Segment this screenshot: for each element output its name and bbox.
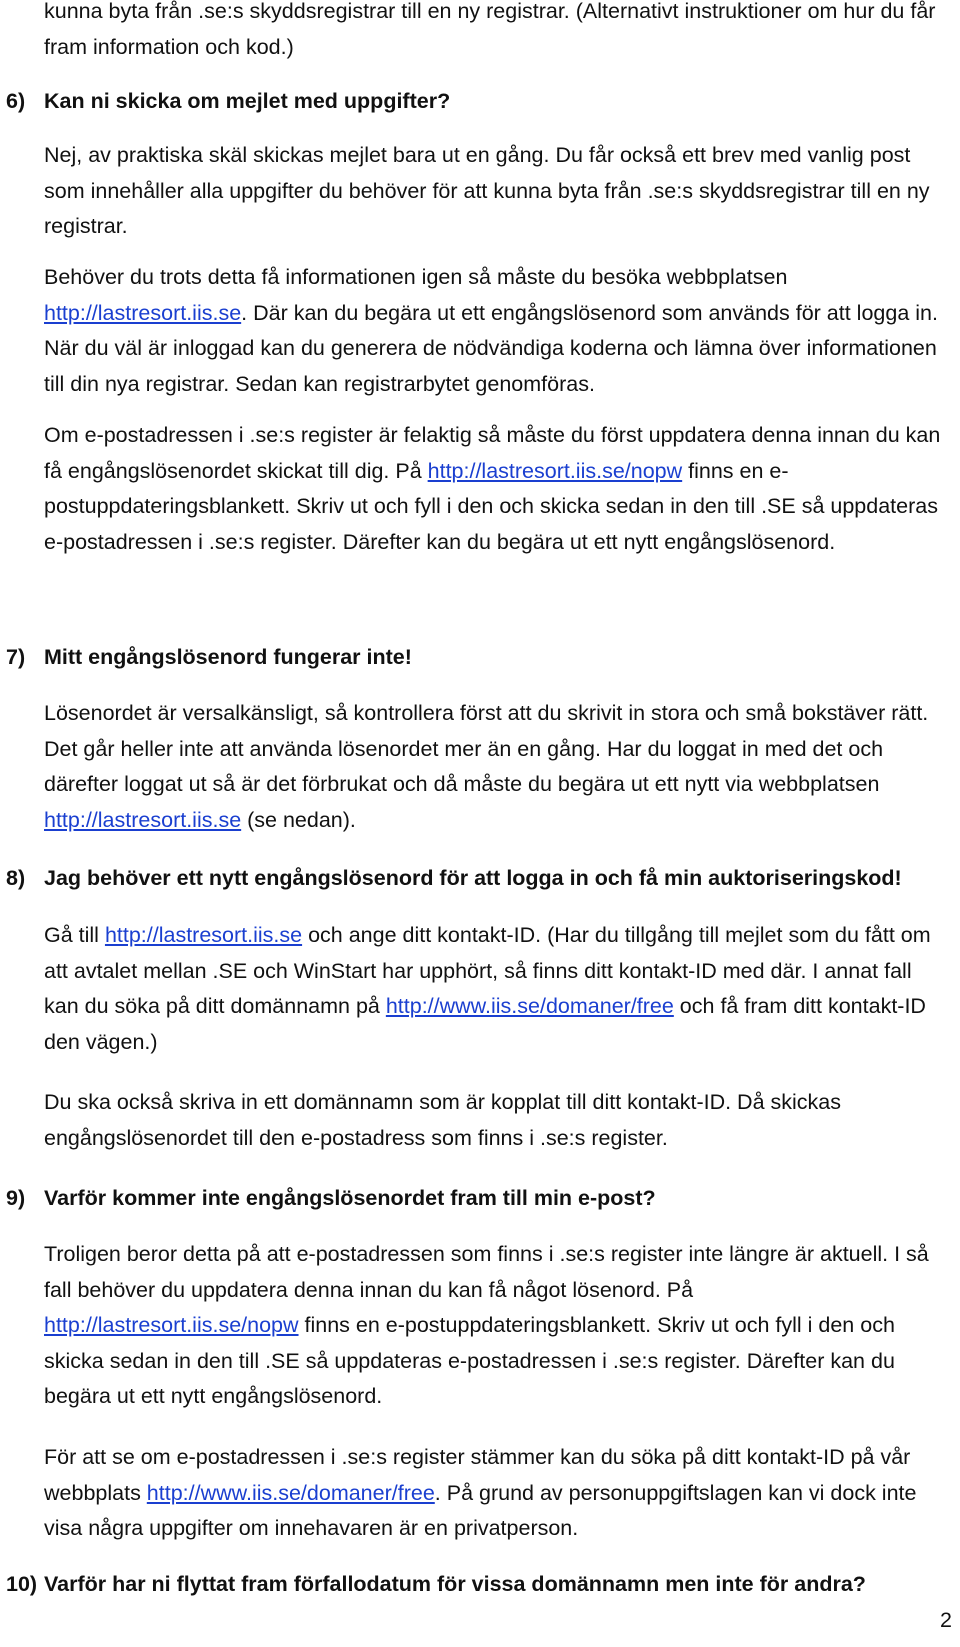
paragraph-text: finns en e-postuppdateringsblankett. Skriv ut och fyll i den och skicka sedan in den till .SE så uppdateras e-postadressen i .se:s register. Därefter kan du begära ut ett nytt engångslösenord. <box>44 458 938 554</box>
paragraph-text: och få fram ditt kontakt-ID den vägen.) <box>44 994 926 1054</box>
question-number: 8) <box>6 866 26 890</box>
question-text: Varför kommer inte engångslösenordet fram till min e-post? <box>44 1186 656 1210</box>
paragraph-text: finns en e-postuppdateringsblankett. Skriv ut och fyll i den och skicka sedan in den till .SE så uppdateras e-postadressen i .se:s register. Därefter kan du begära ut ett nytt engångslösenord. <box>44 1313 895 1408</box>
paragraph-text: och ange ditt kontakt-ID. (Har du tillgång till mejlet som du fått om att avtalet mellan .SE och WinStart har upphört, så finns ditt kontakt-ID med där. I annat fall kan du söka på ditt domännamn på <box>44 923 931 1018</box>
question-7-heading <box>6 640 951 675</box>
paragraph-text: . Där kan du begära ut ett engångslösenord som används för att logga in. När du väl är inloggad kan du generera de nödvändiga koderna och lämna över informationen till din nya registrar. Sedan kan registrarbytet genomföras. <box>44 300 938 396</box>
paragraph-text: . På grund av personuppgiftslagen kan vi dock inte visa några uppgifter om innehavaren är en privatperson. <box>44 1480 917 1540</box>
q6-paragraph-2 <box>44 260 949 402</box>
q7-paragraph-1 <box>44 696 949 838</box>
lastresort-nopw-link[interactable]: http://lastresort.iis.se/nopw <box>44 1313 299 1337</box>
question-number: 7) <box>6 645 26 669</box>
q9-paragraph-2 <box>44 1440 949 1547</box>
question-text: Kan ni skicka om mejlet med uppgifter? <box>44 89 451 113</box>
q8-paragraph-1 <box>44 918 949 1060</box>
page-number: 2 <box>940 1608 952 1632</box>
question-text: Varför har ni flyttat fram förfallodatum för vissa domännamn men inte för andra? <box>44 1572 866 1596</box>
iis-domaner-free-link[interactable]: http://www.iis.se/domaner/free <box>146 1480 435 1505</box>
paragraph-text: Om e-postadressen i .se:s register är felaktig så måste du först uppdatera denna innan du kan få engångslösenordet skickat till dig. På <box>44 423 941 483</box>
paragraph-text: Behöver du trots detta få informationen igen så måste du besöka webbplatsen <box>44 265 788 289</box>
question-number: 9) <box>6 1186 26 1210</box>
lastresort-link[interactable]: http://lastresort.iis.se <box>44 300 242 325</box>
lastresort-link[interactable]: http://lastresort.iis.se <box>104 923 303 947</box>
question-10-heading <box>6 1567 951 1602</box>
lastresort-nopw-link[interactable]: http://lastresort.iis.se/nopw <box>427 458 683 483</box>
q6-paragraph-1 <box>44 138 949 245</box>
paragraph-text: Troligen beror detta på att e-postadressen som finns i .se:s register inte längre är aktuell. I så fall behöver du uppdatera denna innan du kan få något lösenord. På <box>44 1242 929 1302</box>
paragraph-text: Nej, av praktiska skäl skickas mejlet bara ut en gång. Du får också ett brev med vanlig post som innehåller alla uppgifter du behöver för att kunna byta från .se:s skyddsregistrar till en ny registrar. <box>44 143 930 238</box>
question-text: Mitt engångslösenord fungerar inte! <box>44 645 412 669</box>
continuation-paragraph <box>44 0 949 65</box>
question-8-heading <box>6 861 951 896</box>
paragraph-text: Lösenordet är versalkänsligt, så kontrollera först att du skrivit in stora och små bokstäver rätt. Det går heller inte att använda lösenordet mer än en gång. Har du loggat in med det och därefter loggat ut så är det förbrukat och då måste du begära ut ett nytt via webbplatsen <box>44 701 929 796</box>
question-number: 10) <box>6 1572 38 1596</box>
paragraph-text: (se nedan). <box>241 807 356 832</box>
iis-domaner-free-link[interactable]: http://www.iis.se/domaner/free <box>385 994 674 1018</box>
paragraph-text: Du ska också skriva in ett domännamn som är kopplat till ditt kontakt-ID. Då skickas engångslösenordet till den e-postadress som finns i .se:s register. <box>44 1090 842 1150</box>
q8-paragraph-2 <box>44 1085 949 1156</box>
q9-paragraph-1 <box>44 1237 949 1415</box>
question-9-heading <box>6 1181 951 1216</box>
paragraph-text: Gå till <box>44 923 105 947</box>
question-text: Jag behöver ett nytt engångslösenord för att logga in och få min auktoriseringskod! <box>44 866 902 890</box>
continuation-text: kunna byta från .se:s skyddsregistrar till en ny registrar. (Alternativt instruktioner om hur du får fram information och kod.) <box>44 0 936 59</box>
question-number: 6) <box>6 89 26 113</box>
q6-paragraph-3 <box>44 418 949 560</box>
paragraph-text: För att se om e-postadressen i .se:s register stämmer kan du söka på ditt kontakt-ID på vår webbplats <box>44 1445 911 1505</box>
lastresort-link[interactable]: http://lastresort.iis.se <box>44 807 242 832</box>
question-6-heading <box>6 84 951 119</box>
